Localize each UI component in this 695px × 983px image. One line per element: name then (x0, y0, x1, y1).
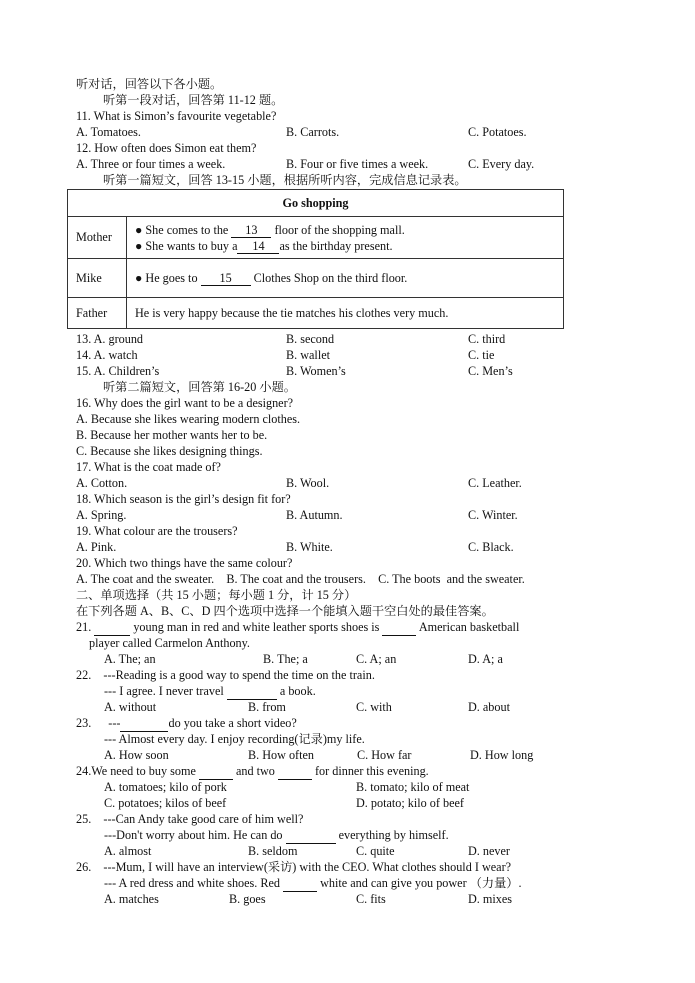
part1-instruction: 听第一段对话，回答第 11-12 题。 (103, 93, 284, 107)
q15-option-c: C. Men’s (468, 364, 513, 378)
q22-line1: 22. ---Reading is a good way to spend the time on the train. (76, 668, 375, 682)
blank-14: 14 (237, 240, 279, 254)
q19-option-b: B. White. (286, 540, 333, 554)
q13-option-a: 13. A. ground (76, 332, 144, 346)
mother-line1-post: floor of the shopping mall. (274, 222, 405, 237)
q18-option-a: A. Spring. (76, 508, 127, 522)
info-record-table (67, 189, 564, 329)
q24-mid: and two (235, 764, 275, 778)
q21-option-c: C. A; an (356, 652, 397, 666)
q23-option-c: C. How far (357, 748, 412, 762)
q26-line1: 26. ---Mum, I will have an interview(采访) with the CEO. What clothes should I wear? (76, 860, 512, 874)
q26-option-b: B. goes (229, 892, 266, 906)
q23-line1-pre: --- (108, 716, 121, 730)
q23-line1-post: do you take a short video? (168, 716, 297, 730)
q25-blank (286, 827, 336, 844)
part3-instruction: 听第二篇短文，回答第 16-20 小题。 (103, 380, 296, 394)
q25-option-c: C. quite (356, 844, 395, 858)
listening-instruction: 听对话，回答以下各小题。 (76, 77, 223, 91)
blank-15: 15 (201, 272, 251, 286)
mother-line2-post: as the birthday present. (279, 238, 393, 253)
q24-stem (76, 763, 429, 779)
section2-title: 二、单项选择（共 15 小题；每小题 1 分，计 15 分） (76, 588, 357, 602)
q24-blank1 (199, 763, 233, 780)
father-cell: He is very happy because the tie matches his clothes very much. (127, 298, 564, 329)
q18-option-b: B. Autumn. (286, 508, 343, 522)
mother-line1-pre: ● She comes to the (135, 222, 229, 237)
q25-line2 (104, 827, 449, 843)
q21-text: young man in red and white leather sports shoes is (133, 620, 380, 634)
q22-option-d: D. about (468, 700, 510, 714)
q17-option-a: A. Cotton. (76, 476, 128, 490)
q12-stem: 12. How often does Simon eat them? (76, 141, 257, 155)
q17-stem: 17. What is the coat made of? (76, 460, 221, 474)
q23-number: 23. (76, 716, 92, 730)
q23-option-a: A. How soon (104, 748, 169, 762)
q25-line2-post: everything by himself. (338, 828, 449, 842)
q24-post: for dinner this evening. (314, 764, 429, 778)
part2-instruction: 听第一篇短文，回答 13-15 小题，根据所听内容，完成信息记录表。 (103, 173, 467, 187)
q21-number: 21. (76, 620, 92, 634)
q24-option-c: C. potatoes; kilos of beef (104, 796, 227, 810)
q21-option-d: D. A; a (468, 652, 503, 666)
q11-option-b: B. Carrots. (286, 125, 340, 139)
q14-option-b: B. wallet (286, 348, 331, 362)
q21-text2: American basketball (418, 620, 520, 634)
q12-option-b: B. Four or five times a week. (286, 157, 429, 171)
q21-stem (76, 619, 519, 635)
q24-pre: 24.We need to buy some (76, 764, 196, 778)
q21-blank2 (382, 619, 416, 636)
q25-line1: 25. ---Can Andy take good care of him well? (76, 812, 304, 826)
q21-stem-line2: player called Carmelon Anthony. (89, 636, 250, 650)
q23-blank (120, 715, 168, 732)
q24-option-d: D. potato; kilo of beef (356, 796, 464, 810)
q22-option-c: C. with (356, 700, 392, 714)
q20-options: A. The coat and the sweater. B. The coat and the trousers. C. The boots and the sweater. (76, 572, 525, 586)
mother-cell (127, 217, 564, 259)
q19-option-c: C. Black. (468, 540, 514, 554)
q23-option-b: B. How often (248, 748, 315, 762)
mike-cell (127, 259, 564, 298)
q14-option-c: C. tie (468, 348, 495, 362)
q21-option-a: A. The; an (104, 652, 156, 666)
q24-blank2 (278, 763, 312, 780)
q25-option-b: B. seldom (248, 844, 298, 858)
q22-option-b: B. from (248, 700, 286, 714)
mike-post: Clothes Shop on the third floor. (253, 270, 408, 285)
mother-line2-pre: ● She wants to buy a (135, 238, 238, 253)
q25-option-a: A. almost (104, 844, 152, 858)
q23-line2: --- Almost every day. I enjoy recording(记录)my life. (104, 732, 365, 746)
q21-blank1 (94, 619, 130, 636)
q16-option-a: A. Because she likes wearing modern clothes. (76, 412, 301, 426)
q21-option-b: B. The; a (263, 652, 308, 666)
q24-option-b: B. tomato; kilo of meat (356, 780, 470, 794)
q26-blank (283, 875, 317, 892)
q26-line2-post: white and can give you power （力量）. (320, 876, 522, 890)
q11-stem: 11. What is Simon’s favourite vegetable? (76, 109, 277, 123)
q12-option-a: A. Three or four times a week. (76, 157, 226, 171)
q23-line1 (76, 715, 297, 731)
q16-option-b: B. Because her mother wants her to be. (76, 428, 268, 442)
q18-option-c: C. Winter. (468, 508, 518, 522)
q14-option-a: 14. A. watch (76, 348, 138, 362)
q16-stem: 16. Why does the girl want to be a designer? (76, 396, 294, 410)
q11-option-a: A. Tomatoes. (76, 125, 141, 139)
q17-option-c: C. Leather. (468, 476, 522, 490)
q19-option-a: A. Pink. (76, 540, 117, 554)
q20-stem: 20. Which two things have the same colour? (76, 556, 293, 570)
q23-option-d: D. How long (470, 748, 534, 762)
q25-line2-pre: ---Don't worry about him. He can do (104, 828, 283, 842)
q12-option-c: C. Every day. (468, 157, 535, 171)
table-title: Go shopping (68, 190, 564, 217)
q15-option-b: B. Women’s (286, 364, 346, 378)
q26-line2 (104, 875, 522, 891)
q19-stem: 19. What colour are the trousers? (76, 524, 238, 538)
mike-label: Mike (68, 259, 127, 298)
q17-option-b: B. Wool. (286, 476, 330, 490)
q16-option-c: C. Because she likes designing things. (76, 444, 263, 458)
blank-13: 13 (231, 224, 271, 238)
q26-line2-pre: --- A red dress and white shoes. Red (104, 876, 281, 890)
q15-option-a: 15. A. Children’s (76, 364, 160, 378)
q26-option-d: D. mixes (468, 892, 513, 906)
q22-line2 (104, 683, 316, 699)
q24-option-a: A. tomatoes; kilo of pork (104, 780, 227, 794)
q22-blank (227, 683, 277, 700)
father-label: Father (68, 298, 127, 329)
mother-label: Mother (68, 217, 127, 259)
q13-option-b: B. second (286, 332, 335, 346)
q26-option-c: C. fits (356, 892, 386, 906)
mike-pre: ● He goes to (135, 270, 198, 285)
q18-stem: 18. Which season is the girl’s design fit for? (76, 492, 291, 506)
q13-option-c: C. third (468, 332, 506, 346)
q22-line2-pre: --- I agree. I never travel (104, 684, 224, 698)
section2-instruction: 在下列各题 A、B、C、D 四个选项中选择一个能填入题干空白处的最佳答案。 (76, 604, 494, 618)
q26-option-a: A. matches (104, 892, 159, 906)
q22-line2-post: a book. (279, 684, 316, 698)
q22-option-a: A. without (104, 700, 157, 714)
q25-option-d: D. never (468, 844, 510, 858)
q11-option-c: C. Potatoes. (468, 125, 527, 139)
